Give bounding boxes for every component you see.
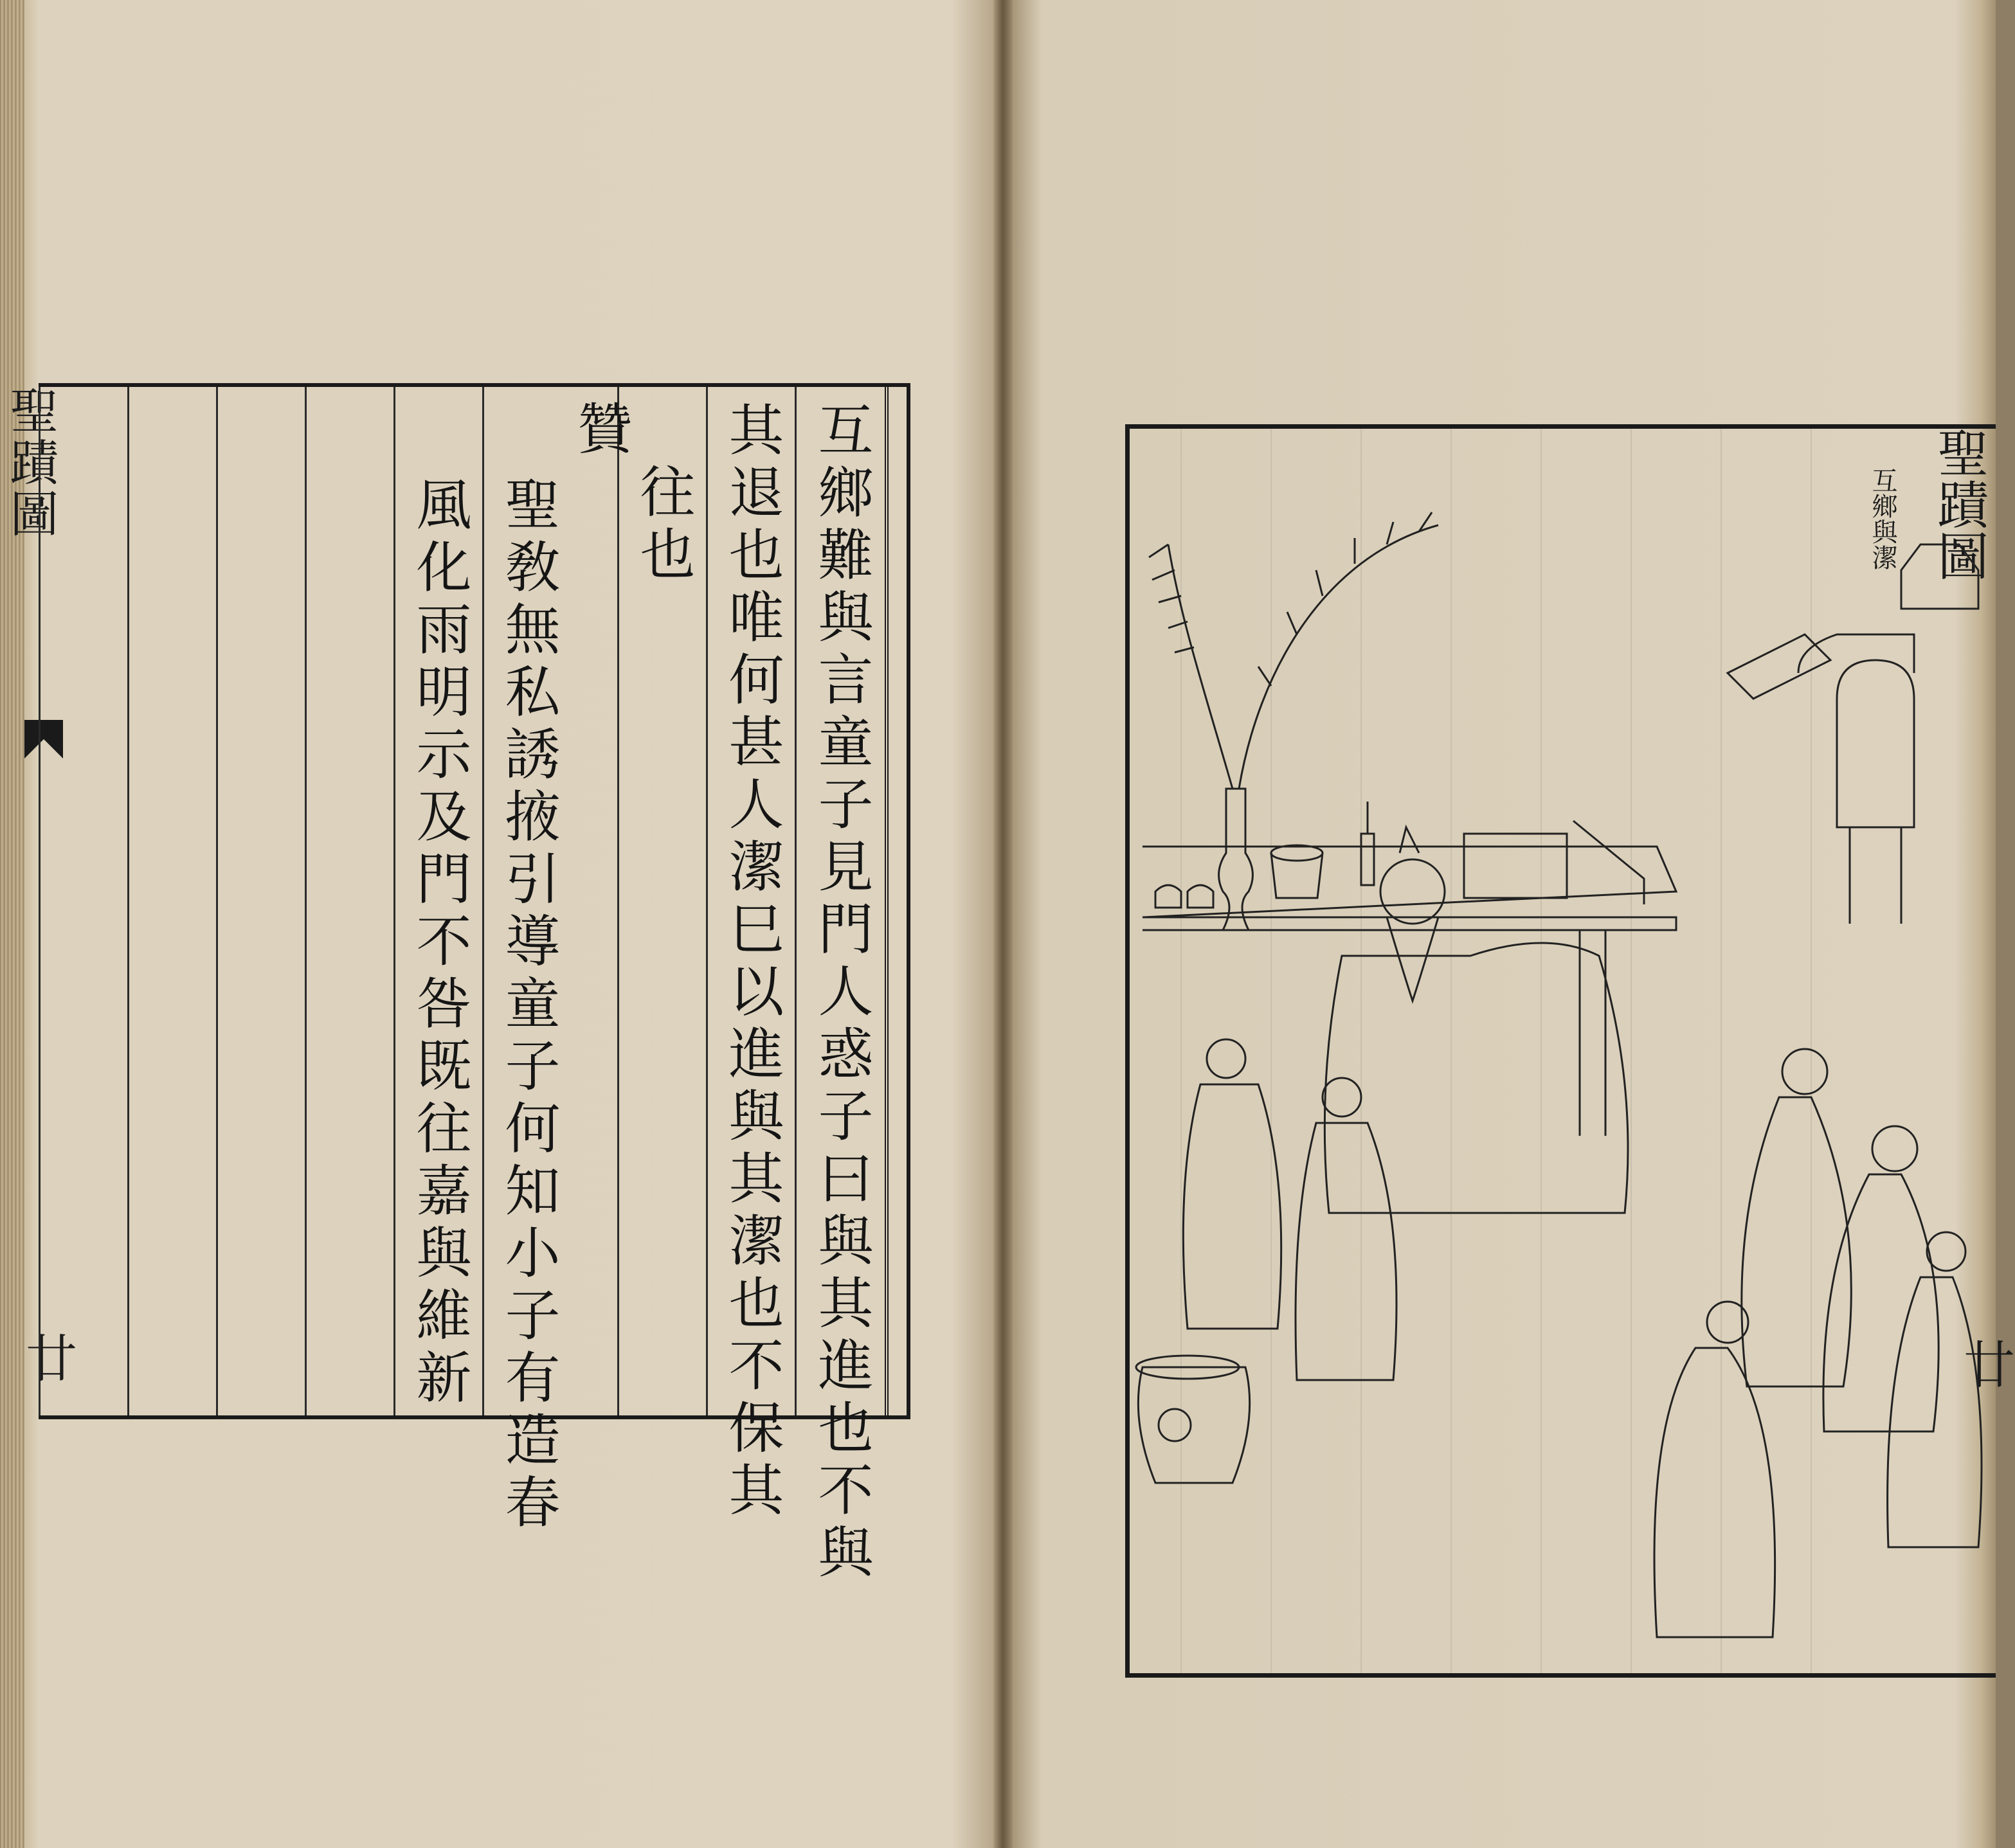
empty-column	[39, 387, 127, 1415]
column-text: 往也	[630, 463, 695, 588]
empty-column	[305, 387, 393, 1415]
column-text: 其退也唯何甚人潔巳以進與其潔也不保其	[719, 401, 784, 1523]
right-margin-title: 聖蹟圖	[1929, 427, 1989, 581]
column-text: 互鄉難與言童子見門人惑子曰與其進也不與	[808, 401, 873, 1586]
illustration-caption: 互鄉與潔	[1868, 467, 1897, 570]
text-frame	[39, 383, 907, 1586]
text-column-3	[617, 387, 706, 1415]
empty-column	[216, 387, 305, 1415]
right-page	[1013, 0, 2015, 1848]
inner-border	[885, 387, 907, 1415]
left-margin-number: 廿	[26, 1329, 77, 1389]
column-text: 聖敎無私誘掖引導童子何知小子有造春	[495, 476, 560, 1536]
right-margin-number: 廿	[1964, 1336, 2015, 1395]
empty-column	[127, 387, 216, 1415]
left-page	[2, 0, 993, 1848]
text-column-5	[482, 387, 571, 1536]
frame-border	[907, 383, 910, 1419]
woodblock-scene-icon	[1130, 429, 2015, 1673]
text-column-2	[706, 387, 795, 1523]
page-edges	[0, 0, 24, 1848]
text-column-1	[795, 387, 885, 1586]
left-margin-title: 聖蹟圖	[2, 386, 59, 540]
column-text: 風化雨明示及門不咎既往嘉與維新	[406, 476, 471, 1411]
book-gutter	[993, 0, 1013, 1848]
text-column-6	[393, 387, 482, 1415]
zan-label: 贊	[568, 400, 632, 462]
illustration-frame	[1125, 424, 2015, 1678]
